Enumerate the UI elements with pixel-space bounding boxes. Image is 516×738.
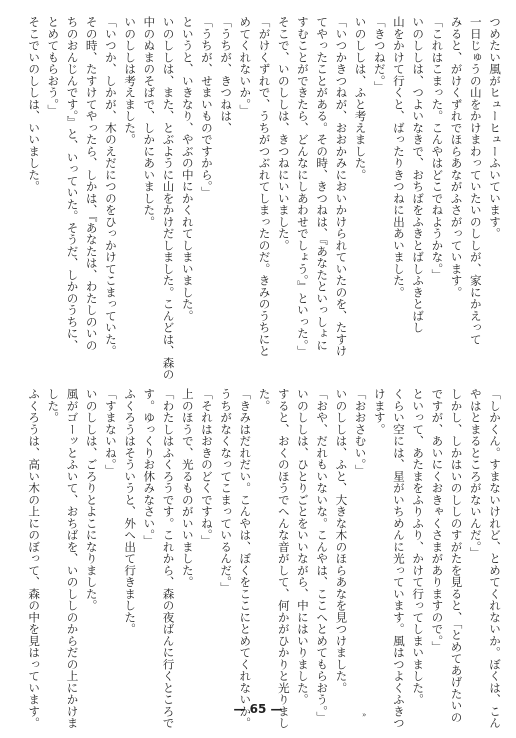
- text-line: いのししは、ひとりごとをいいながら、中にはいりました。: [295, 388, 310, 706]
- text-line: 中のぬまのそばで、しかにあいました。: [142, 16, 157, 228]
- text-line: 「すまないね。」: [103, 388, 118, 477]
- text-line: 山をかけて行くと、ばったりきつねに出あいました。: [391, 16, 406, 298]
- footer-mark: »: [362, 711, 367, 719]
- text-line: す。ゆっくりお休みなさい。」: [142, 388, 157, 547]
- text-line: すると、おくのほうでへんな音がして、何かがひかりと光りまし: [276, 388, 291, 729]
- text-line: 「うちが、きつねは、: [219, 16, 234, 134]
- text-line: みると、がけくずれでほらあながふさがっています。: [449, 16, 464, 298]
- text-line: いのししは、また、とぶように山をかけだしました。こんどは、森の: [161, 16, 176, 381]
- text-line: いのししは、ふと考えました。: [353, 16, 368, 181]
- text-line: とめてもらおう。」: [46, 16, 61, 116]
- text-line: 「うちが、せまいものですから。」: [199, 16, 214, 199]
- page-number: — 65 —: [233, 702, 283, 716]
- text-line: 「これはこまった。こんやはどこでねようかな。」: [430, 16, 445, 281]
- text-line: つめたい風がヒューヒューふいています。: [488, 16, 502, 240]
- text-line: ふくろうは、高い木の上にのぼって、森の中を見はっています。: [27, 388, 42, 729]
- text-line: けます。: [372, 388, 387, 435]
- text-line: いのししは、つよいなきで、おちばをふきとばしふきとばし: [411, 16, 426, 334]
- text-line: 「きみはだれだい。こんやは、ぼくをここにとめてくれないか。: [238, 388, 253, 729]
- text-line: しかし、しかはいのししのすがたを見ると、「とめてあげたいの: [449, 388, 464, 723]
- text-line: その時、たすけてやったら、しかは、『あなたは、わたしのいの: [84, 16, 99, 351]
- text-line: といって、あたまをふりふり、かけて行ってしまいました。: [411, 388, 426, 706]
- text-line: くらい空には、星がいちめんに光っています。風はつよくふきつ: [391, 388, 406, 729]
- text-line: めてくれないか。」: [238, 16, 253, 116]
- text-line: うちがなくなってこまっているんだ。」: [219, 388, 234, 594]
- text-line: 「おや、だれもいないな。こんやは、ここへとめてもらおう。」: [315, 388, 330, 723]
- text-line: いのししは、ごろりとよこになりました。: [84, 388, 99, 612]
- text-line: 「きつねだ。」: [372, 16, 387, 93]
- text-line: 「しかくん。すまないけれど、とめてくれないか。ぼくは、こん: [488, 388, 502, 729]
- text-line: ですが、あいにくおきゃくさまがありますので。」: [430, 388, 445, 653]
- text-line: いのししは考えました。: [123, 16, 138, 146]
- text-line: 「おおさむい。」: [353, 388, 368, 477]
- text-line: た。: [257, 388, 272, 412]
- text-line: した。: [46, 388, 61, 424]
- text-line: 「いつか、しかが、木のえだにつのをひっかけてこまっていた。: [103, 16, 118, 357]
- text-line: 「がけくずれで、うちがつぶれてしまったのだ。きみのうちにと: [257, 16, 272, 357]
- text-line: いのししは、ふと、大きな木のほらあなを見つけました。: [334, 388, 349, 694]
- text-line: 「わたしはふくろうです。これから、森の夜ばんに行くところで: [161, 388, 176, 729]
- text-line: というと、いきなり、やぶの中にかくれてしまいました。: [180, 16, 195, 322]
- text-line: 「いつかきつねが、おおかみにおいかけられていたのを、たすけ: [334, 16, 349, 357]
- text-line: ふくろうはそういうと、外へ出て行きました。: [123, 388, 138, 635]
- upper-text-block: [24, 16, 504, 381]
- text-line: そこでいのししは、いいました。: [27, 16, 42, 193]
- text-line: そこで、いのししは、きつねにいいました。: [276, 16, 291, 251]
- text-line: やはとまるところがないんだ。」: [468, 388, 483, 559]
- text-line: 「それはおきのどくですね。」: [199, 388, 214, 547]
- text-line: 一日じゅうの山をかけまわっていたいのししが、家にかえって: [468, 16, 483, 345]
- text-line: てやったことがある。その時、きつねは、『あなたといっしょに: [315, 16, 330, 351]
- text-line: 上のほうで、光るものがいいました。: [180, 388, 195, 588]
- text-line: すむことができたら、どんなにしあわせでしょう。』といった。」: [295, 16, 310, 357]
- text-line: ちのおんじんです。』と、いっていた。そうだ、しかのうちに、: [65, 16, 80, 351]
- text-line: 風がゴーッとふいて、おちばを、いのししのからだの上にかけま: [65, 388, 80, 729]
